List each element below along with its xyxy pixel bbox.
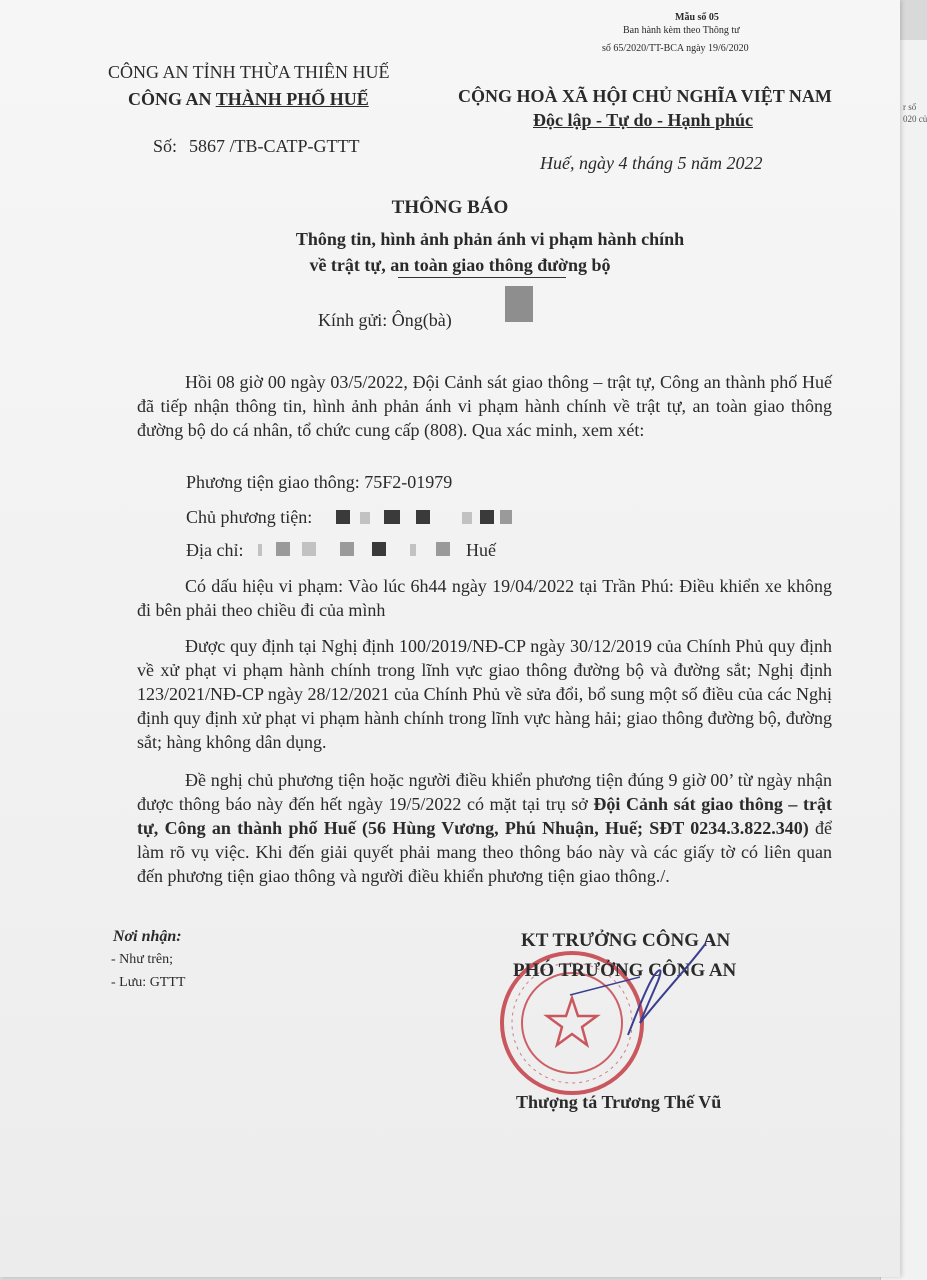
recipient-item: - Lưu: GTTT [111,975,186,990]
vehicle-plate: Phương tiện giao thông: 75F2-01979 [186,472,453,492]
number-label: Số: [153,136,178,156]
redacted-owner-block [462,512,472,524]
signature-title-line1: KT TRƯỞNG CÔNG AN [521,930,731,951]
org-city-name: THÀNH PHỐ HUẾ [215,89,369,109]
owner-label: Chủ phương tiện: [186,507,313,527]
document-title: THÔNG BÁO [391,197,509,218]
redacted-owner-block [336,510,350,524]
signer-name: Thượng tá Trương Thế Vũ [516,1092,722,1112]
redacted-address-block [372,542,386,556]
request-office-bold: Đội Cảnh sát giao thông – trật tự, Công an thành phố Huế (56 Hùng Vương, Phú Nhuận, Huế; SĐT 0234.3.822.340) [137,794,832,838]
redacted-owner-block [360,512,370,524]
recipient-item: - Như trên; [111,952,174,967]
document-subtitle-2: về trật tự, an toàn giao thông đường bộ [309,255,611,275]
redacted-address-block [410,544,416,556]
form-note-line2: số 65/2020/TT-BCA ngày 19/6/2020 [602,43,749,54]
form-note-line1: Ban hành kèm theo Thông tư [623,25,740,36]
redacted-address-block [302,542,316,556]
address-city: Huế [466,540,496,560]
place-date: Huế, ngày 4 tháng 5 năm 2022 [540,153,763,173]
paragraph-request: Đề nghị chủ phương tiện hoặc người điều khiển phương tiện đúng 9 giờ 00’ từ ngày nhận được thông báo này đến hết ngày 19/5/2022 có mặt tại trụ sở Đội Cảnh sát giao thông – trật tự, Công an thành phố Huế (56 Hùng Vương, Phú Nhuận, Huế; SĐT 0234.3.822.340) để làm rõ vụ việc. Khi đến giải quyết phải mang theo thông báo này và các giấy tờ có liên quan đến phương tiện giao thông và người điều khiển phương tiện giao thông./. [137,770,832,886]
paragraph-legal-basis: Được quy định tại Nghị định 100/2019/NĐ-CP ngày 30/12/2019 của Chính Phủ quy định về xử phạt vi phạm hành chính trong lĩnh vực giao thông đường bộ và đường sắt; Nghị định 123/2021/NĐ-CP ngày 28/12/2021 của Chính Phủ về sửa đổi, bổ sung một số điều của các Nghị định quy định xử phạt vi phạm hành chính trong lĩnh vực hàng hải; giao thông đường bộ, đường sắt; hàng không dân dụng. [137,636,832,752]
paragraph-intro: Hồi 08 giờ 00 ngày 03/5/2022, Đội Cảnh sát giao thông – trật tự, Công an thành phố Huế đã tiếp nhận thông tin, hình ảnh phản ánh vi phạm hành chính về trật tự, an toàn giao thông đường bộ do cá nhân, tổ chức cung cấp (808). Qua xác minh, xem xét: [137,372,832,440]
signature-title-line2: PHÓ TRƯỞNG CÔNG AN [513,960,737,981]
address-label: Địa chỉ: [186,540,244,560]
redacted-address-block [276,542,290,556]
handwritten-signature [540,935,710,1045]
back-page-fragment: r số [903,102,917,112]
document-number [153,136,360,157]
redacted-owner-block [500,510,512,524]
number-value: 5867 /TB-CATP-GTTT [189,136,360,156]
issuing-org-province: CÔNG AN TỈNH THỪA THIÊN HUẾ [108,62,390,82]
paragraph-violation: Có dấu hiệu vi phạm: Vào lúc 6h44 ngày 19/04/2022 tại Trần Phú: Điều khiển xe không đi bên phải theo chiều đi của mình [137,576,832,620]
form-number: Mẫu số 05 [675,12,719,23]
redacted-address-block [258,544,262,556]
national-title: CỘNG HOÀ XÃ HỘI CHỦ NGHĨA VIỆT NAM [458,86,832,106]
document-subtitle-1: Thông tin, hình ảnh phản ánh vi phạm hành chính [295,229,685,249]
org-city-prefix: CÔNG AN [128,89,216,109]
recipients-title: Nơi nhận: [113,928,182,945]
redacted-owner-block [480,510,494,524]
redacted-address-block [436,542,450,556]
issuing-org-city [128,89,369,110]
redacted-owner-block [416,510,430,524]
back-page-fragment: 020 củ [903,114,927,124]
recipient-line: Kính gửi: Ông(bà) [318,310,452,330]
redacted-owner-block [384,510,400,524]
owner-line [186,507,312,528]
subtitle-underline [398,277,566,278]
redacted-address-block [340,542,354,556]
national-motto: Độc lập - Tự do - Hạnh phúc [533,110,754,130]
redacted-recipient-name [505,286,533,322]
address-line [186,540,243,561]
